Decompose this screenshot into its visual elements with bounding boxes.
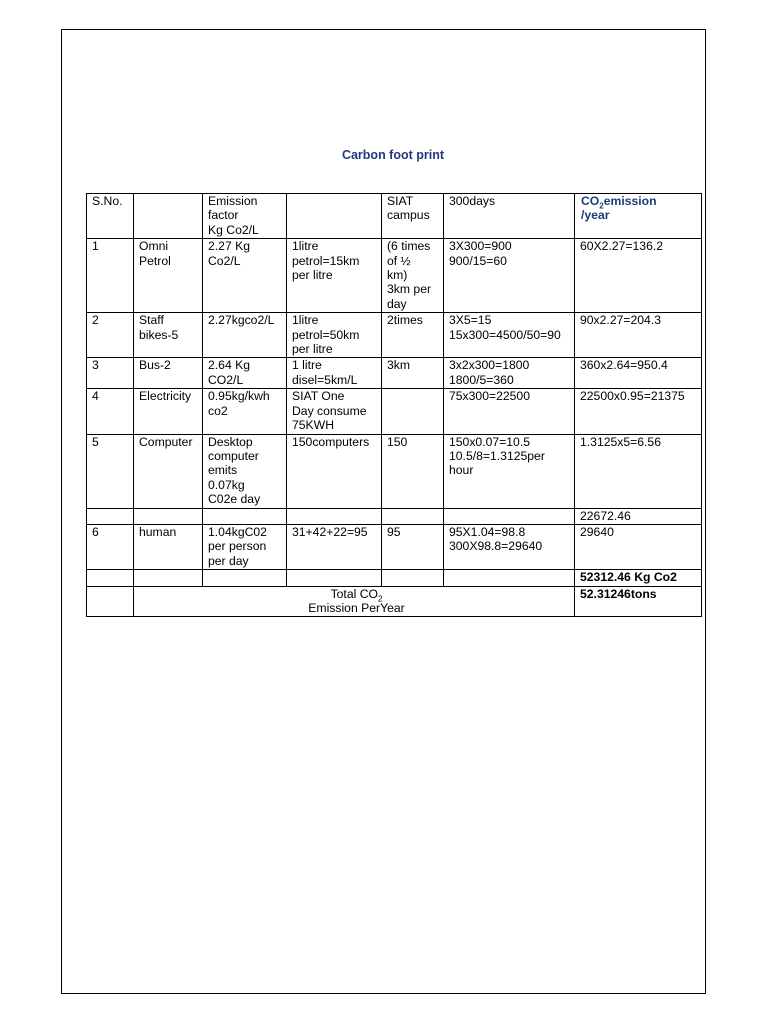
header-siat-campus: SIAT campus [382,194,444,239]
cell-consumption: 1litre petrol=50km per litre [287,313,382,358]
cell-source: Computer [134,434,203,508]
header-co2-emission-year: $CO_2emission$ /year [575,194,702,239]
total-emission-label: Total $CO_2$ Emission PerYear [134,586,575,617]
cell-source: Bus-2 [134,358,203,389]
cell-sno [87,508,134,524]
cell-siat-campus [382,508,444,524]
cell-sno: 1 [87,239,134,313]
cell-siat-campus: 2times [382,313,444,358]
cell-sno: 2 [87,313,134,358]
cell-emission-factor: 1.04kgC02 per person per day [203,524,287,569]
cell-consumption: 1litre petrol=15km per litre [287,239,382,313]
cell-emission-factor: 2.27 Kg Co2/L [203,239,287,313]
cell-calculation: 150x0.07=10.5 10.5/8=1.3125per hour [444,434,575,508]
cell-siat-campus: (6 times of ½ km) 3km per day [382,239,444,313]
header-consumption [287,194,382,239]
carbon-footprint-table [86,193,702,617]
cell-sno: 6 [87,524,134,569]
page-title: Carbon foot print [341,148,445,162]
cell-calculation: 95X1.04=98.8 300X98.8=29640 [444,524,575,569]
cell-sno: 4 [87,389,134,434]
table-row [87,508,702,524]
cell-emission-factor: 2.64 Kg CO2/L [203,358,287,389]
header-emission-factor: Emission factor Kg Co2/L [203,194,287,239]
cell-emission-factor: 0.95kg/kwh co2 [203,389,287,434]
cell-consumption: 150computers [287,434,382,508]
cell-co2-per-year: 22500x0.95=21375 [575,389,702,434]
grand-total-kg: 52312.46 Kg Co2 [575,570,702,586]
header-source [134,194,203,239]
empty-cell [203,570,287,586]
cell-calculation: 3X5=15 15x300=4500/50=90 [444,313,575,358]
cell-calculation: 75x300=22500 [444,389,575,434]
cell-co2-per-year: 360x2.64=950.4 [575,358,702,389]
cell-emission-factor [203,508,287,524]
cell-consumption: SIAT One Day consume 75KWH [287,389,382,434]
header-row [87,194,702,239]
cell-co2-per-year: 90x2.27=204.3 [575,313,702,358]
cell-consumption: 31+42+22=95 [287,524,382,569]
cell-siat-campus: 3km [382,358,444,389]
empty-cell [87,586,134,617]
table-row [87,389,702,434]
empty-cell [287,570,382,586]
header-300days: 300days [444,194,575,239]
table-row [87,239,702,313]
table-row [87,524,702,569]
cell-calculation: 3x2x300=1800 1800/5=360 [444,358,575,389]
empty-cell [382,570,444,586]
cell-siat-campus: 95 [382,524,444,569]
grand-total-kg-row [87,570,702,586]
cell-emission-factor: Desktop computer emits 0.07kg C02e day [203,434,287,508]
cell-sno: 3 [87,358,134,389]
cell-co2-per-year: 22672.46 [575,508,702,524]
cell-source: Omni Petrol [134,239,203,313]
table-row [87,313,702,358]
cell-siat-campus [382,389,444,434]
cell-consumption [287,508,382,524]
cell-co2-per-year: 29640 [575,524,702,569]
empty-cell [444,570,575,586]
table-row [87,358,702,389]
cell-source [134,508,203,524]
cell-source: Electricity [134,389,203,434]
total-emission-tons: 52.31246tons [575,586,702,617]
header-sno: S.No. [87,194,134,239]
cell-sno: 5 [87,434,134,508]
cell-siat-campus: 150 [382,434,444,508]
cell-source: Staff bikes-5 [134,313,203,358]
empty-cell [134,570,203,586]
cell-consumption: 1 litre disel=5km/L [287,358,382,389]
cell-emission-factor: 2.27kgco2/L [203,313,287,358]
cell-source: human [134,524,203,569]
table-row [87,434,702,508]
cell-calculation: 3X300=900 900/15=60 [444,239,575,313]
total-emission-row [87,586,702,617]
cell-calculation [444,508,575,524]
empty-cell [87,570,134,586]
cell-co2-per-year: 60X2.27=136.2 [575,239,702,313]
cell-co2-per-year: 1.3125x5=6.56 [575,434,702,508]
